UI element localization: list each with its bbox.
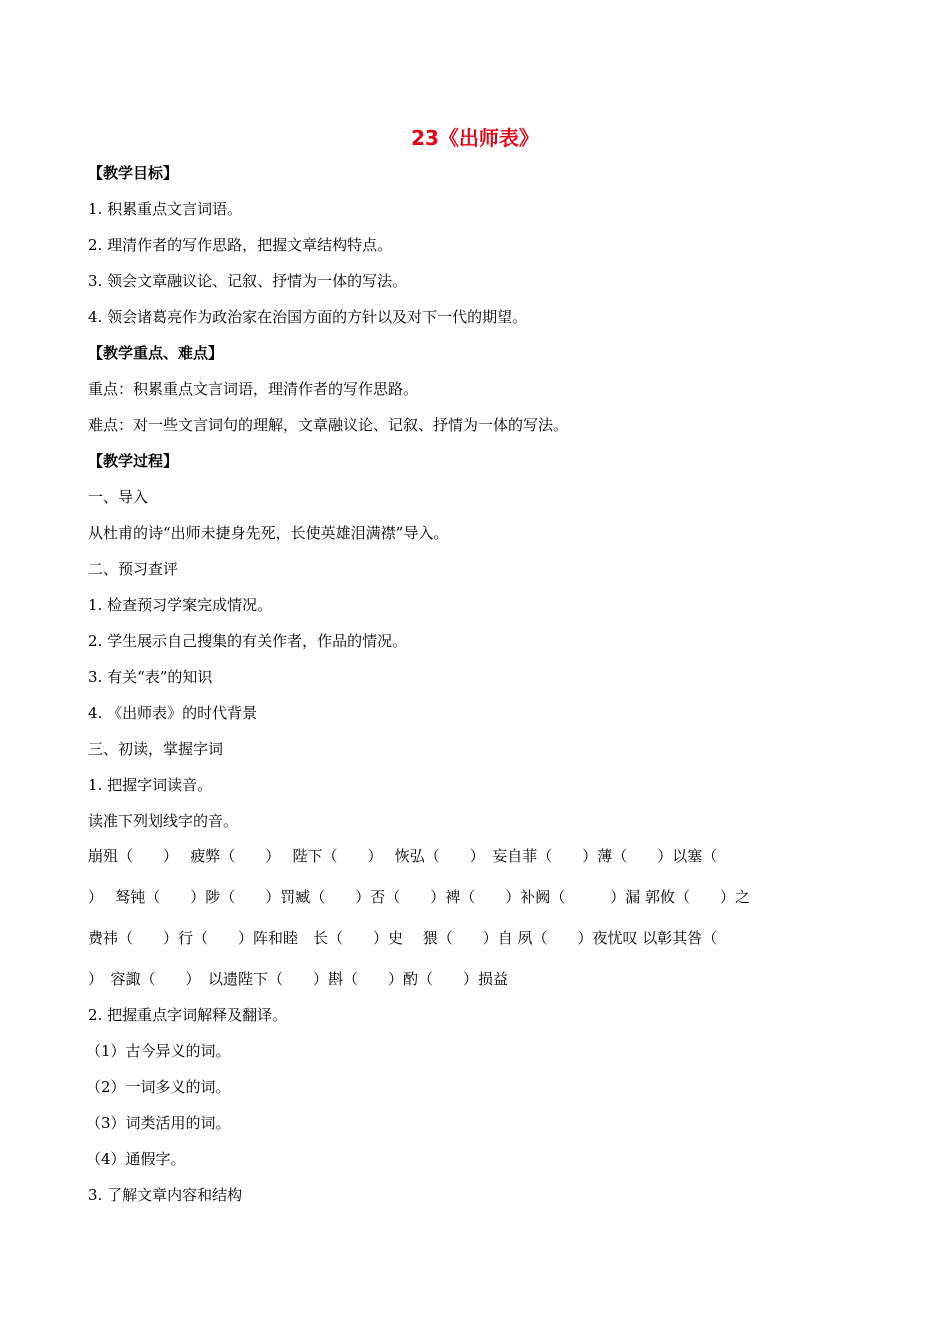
sub-item: （4）通假字。: [86, 1150, 186, 1168]
key-point: 重点：积累重点文言词语，理清作者的写作思路。: [88, 380, 419, 398]
preview-item: 2. 学生展示自己搜集的有关作者，作品的情况。: [88, 632, 408, 650]
sub-item: （1）古今异义的词。: [86, 1042, 231, 1060]
intro-heading: 一、导入: [88, 488, 149, 506]
goal-item: 3. 领会文章融议论、记叙、抒情为一体的写法。: [88, 272, 408, 290]
document-title: 23《出师表》: [411, 126, 539, 150]
reading-item: 3. 了解文章内容和结构: [88, 1186, 243, 1204]
goals-heading: 【教学目标】: [88, 164, 179, 182]
preview-item: 1. 检查预习学案完成情况。: [88, 596, 273, 614]
difficult-point: 难点：对一些文言词句的理解，文章融议论、记叙、抒情为一体的写法。: [88, 416, 569, 434]
goal-item: 1. 积累重点文言词语。: [88, 200, 243, 218]
pronunciation-line: ） 驽钝（ ）陟（ ）罚臧（ ）否（ ）裨（ ）补阙（ ）漏 郭攸（ ）之: [88, 888, 751, 906]
reading-heading: 三、初读，掌握字词: [88, 740, 224, 758]
process-heading: 【教学过程】: [88, 452, 179, 470]
reading-item: 1. 把握字词读音。: [88, 776, 213, 794]
intro-text: 从杜甫的诗“出师未捷身先死，长使英雄泪满襟”导入。: [88, 524, 449, 542]
preview-heading: 二、预习查评: [88, 560, 179, 578]
key-heading: 【教学重点、难点】: [88, 344, 224, 362]
goal-item: 4. 领会诸葛亮作为政治家在治国方面的方针以及对下一代的期望。: [88, 308, 528, 326]
preview-item: 4. 《出师表》的时代背景: [88, 704, 258, 722]
sub-item: （2）一词多义的词。: [86, 1078, 231, 1096]
pronunciation-line: ） 容諏（ ） 以遗陛下（ ）斟（ ）酌（ ）损益: [88, 970, 509, 988]
reading-instruction: 读准下列划线字的音。: [88, 812, 239, 830]
goal-item: 2. 理清作者的写作思路，把握文章结构特点。: [88, 236, 393, 254]
sub-item: （3）词类活用的词。: [86, 1114, 231, 1132]
reading-item: 2. 把握重点字词解释及翻译。: [88, 1006, 288, 1024]
preview-item: 3. 有关“表”的知识: [88, 668, 213, 686]
pronunciation-line: 费祎（ ）行（ ）阵和睦 长（ ）史 猥（ ）自 夙（ ）夜忧叹 以彰其咎（: [88, 929, 718, 947]
pronunciation-line: 崩殂（ ） 疲弊（ ） 陛下（ ） 恢弘（ ） 妄自菲（ ）薄（ ）以塞（: [88, 847, 718, 865]
